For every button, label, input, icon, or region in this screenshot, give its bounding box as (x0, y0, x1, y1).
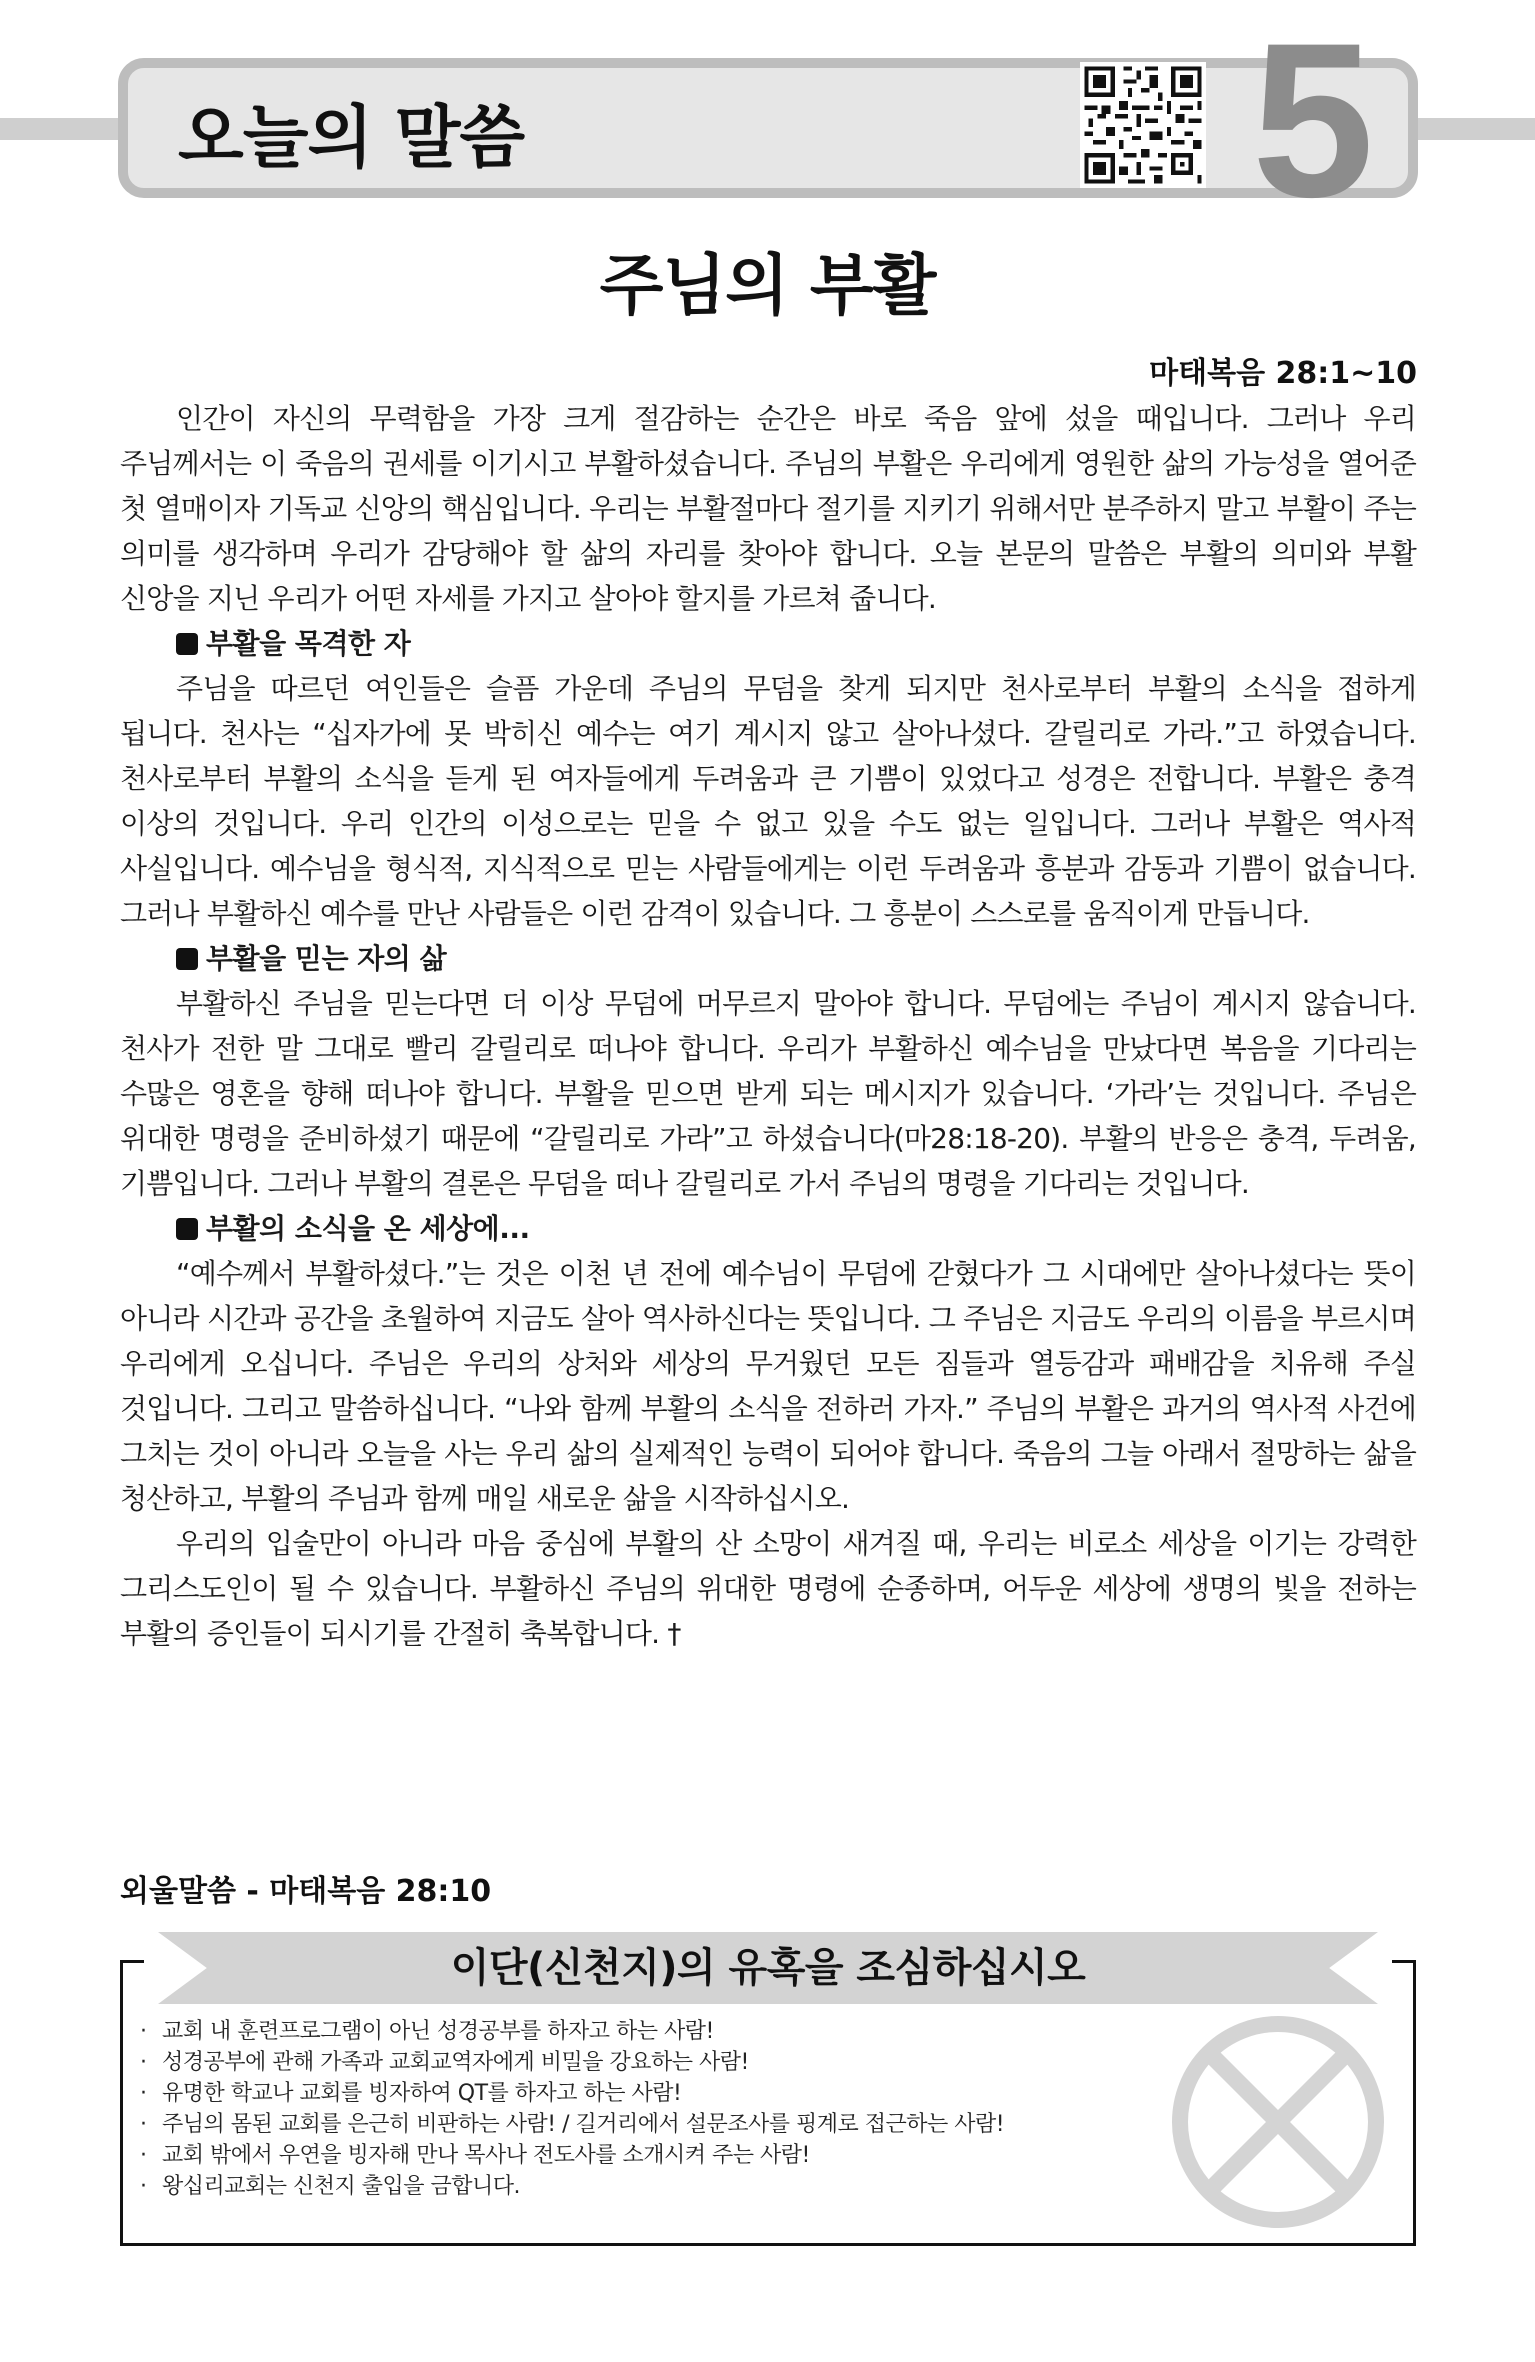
intro-paragraph: 인간이 자신의 무력함을 가장 크게 절감하는 순간은 바로 죽음 앞에 섰을 때입니다. 그러나 우리 주님께서는 이 죽음의 권세를 이기시고 부활하셨습니다. 주님의 부활은 우리에게 영원한 삶의 가능성을 열어준 첫 열매이자 기독교 신앙의 핵심입니다. 우리는 부활절마다 절기를 지키기 위해서만 분주하지 말고 부활이 주는 의미를 생각하며 우리가 감당해야 할 삶의 자리를 찾아야 합니다. 오늘 본문의 말씀은 부활의 의미와 부활 신앙을 지닌 우리가 어떤 자세를 가지고 살아야 할지를 가르쳐 줍니다. (120, 402, 1416, 615)
warning-corner (120, 1960, 144, 1963)
warning-corner (1392, 1960, 1416, 1963)
section-paragraph: 우리의 입술만이 아니라 마음 중심에 부활의 산 소망이 새겨질 때, 우리는 비로소 세상을 이기는 강력한 그리스도인이 될 수 있습니다. 부활하신 주님의 위대한 명령에 순종하며, 어두운 세상에 생명의 빛을 전하는 부활의 증인들이 되시기를 간절히 축복합니다. † (120, 1527, 1416, 1650)
square-bullet-icon (176, 1218, 198, 1240)
section-heading: 부활의 소식을 온 세상에... (120, 1206, 1416, 1251)
list-item: · 왕십리교회는 신천지 출입을 금합니다. (140, 2174, 521, 2199)
qr-code-icon[interactable] (1080, 62, 1206, 188)
list-item: · 교회 밖에서 우연을 빙자해 만나 목사나 전도사를 소개시켜 주는 사람! (140, 2143, 810, 2168)
square-bullet-icon (176, 948, 198, 970)
section-heading: 부활을 목격한 자 (120, 621, 1416, 666)
square-bullet-icon (176, 633, 198, 655)
page-number: 5 (1251, 0, 1375, 243)
section-paragraph: 주님을 따르던 여인들은 슬픔 가운데 주님의 무덤을 찾게 되지만 천사로부터 부활의 소식을 접하게 됩니다. 천사는 “십자가에 못 박히신 예수는 여기 계시지 않고 살아나셨다. 갈릴리로 가라.”고 하였습니다. 천사로부터 부활의 소식을 듣게 된 여자들에게 두려움과 큰 기쁨이 있었다고 성경은 전합니다. 부활은 충격 이상의 것입니다. 우리 인간의 이성으로는 믿을 수 없고 있을 수도 없는 일입니다. 그러나 부활은 역사적 사실입니다. 예수님을 형식적, 지식적으로 믿는 사람들에게는 이런 두려움과 흥분과 감동과 기쁨이 없습니다. 그러나 부활하신 예수를 만난 사람들은 이런 감격이 있습니다. 그 흥분이 스스로를 움직이게 만듭니다. (120, 672, 1416, 930)
list-item: · 교회 내 훈련프로그램이 아닌 성경공부를 하자고 하는 사람! (140, 2019, 714, 2044)
memory-verse: 외울말씀 - 마태복음 28:10 (120, 1874, 492, 1909)
list-item: · 주님의 몸된 교회를 은근히 비판하는 사람! / 길거리에서 설문조사를 핑계로 접근하는 사람! (140, 2112, 1005, 2137)
section-paragraph: 부활하신 주님을 믿는다면 더 이상 무덤에 머무르지 말아야 합니다. 무덤에는 주님이 계시지 않습니다. 천사가 전한 말 그대로 빨리 갈릴리로 떠나야 합니다. 우리가 부활하신 예수님을 만났다면 복음을 기다리는 수많은 영혼을 향해 떠나야 합니다. 부활을 믿으면 받게 되는 메시지가 있습니다. ‘가라’는 것입니다. 주님은 위대한 명령을 준비하셨기 때문에 “갈릴리로 가라”고 하셨습니다(마28:18-20). 부활의 반응은 충격, 두려움, 기쁨입니다. 그러나 부활의 결론은 무덤을 떠나 갈릴리로 가서 주님의 명령을 기다리는 것입니다. (120, 987, 1416, 1200)
list-item: · 성경공부에 관해 가족과 교회교역자에게 비밀을 강요하는 사람! (140, 2050, 749, 2075)
scripture-reference: 마태복음 28:1~10 (1149, 356, 1417, 391)
warning-corner (120, 1960, 123, 1984)
section-title: 오늘의 말씀 (178, 99, 525, 178)
sermon-title: 주님의 부활 (599, 247, 936, 324)
warning-title: 이단(신천지)의 유혹을 조심하십시오 (450, 1945, 1086, 1991)
warning-list (140, 2016, 1004, 2202)
sermon-body (120, 396, 1416, 1656)
prohibited-x-icon (1168, 2012, 1388, 2232)
list-item: · 유명한 학교나 교회를 빙자하여 QT를 하자고 하는 사람! (140, 2081, 682, 2106)
section-paragraph: “예수께서 부활하셨다.”는 것은 이천 년 전에 예수님이 무덤에 갇혔다가 그 시대에만 살아나셨다는 뜻이 아니라 시간과 공간을 초월하여 지금도 살아 역사하신다는 뜻입니다. 그 주님은 지금도 우리의 이름을 부르시며 우리에게 오십니다. 주님은 우리의 상처와 세상의 무거웠던 모든 짐들과 열등감과 패배감을 치유해 주실 것입니다. 그리고 말씀하십니다. “나와 함께 부활의 소식을 전하러 가자.” 주님의 부활은 과거의 역사적 사건에 그치는 것이 아니라 오늘을 사는 우리 삶의 실제적인 능력이 되어야 합니다. 죽음의 그늘 아래서 절망하는 삶을 청산하고, 부활의 주님과 함께 매일 새로운 삶을 시작하십시오. (120, 1257, 1417, 1515)
section-heading: 부활을 믿는 자의 삶 (120, 936, 1416, 981)
